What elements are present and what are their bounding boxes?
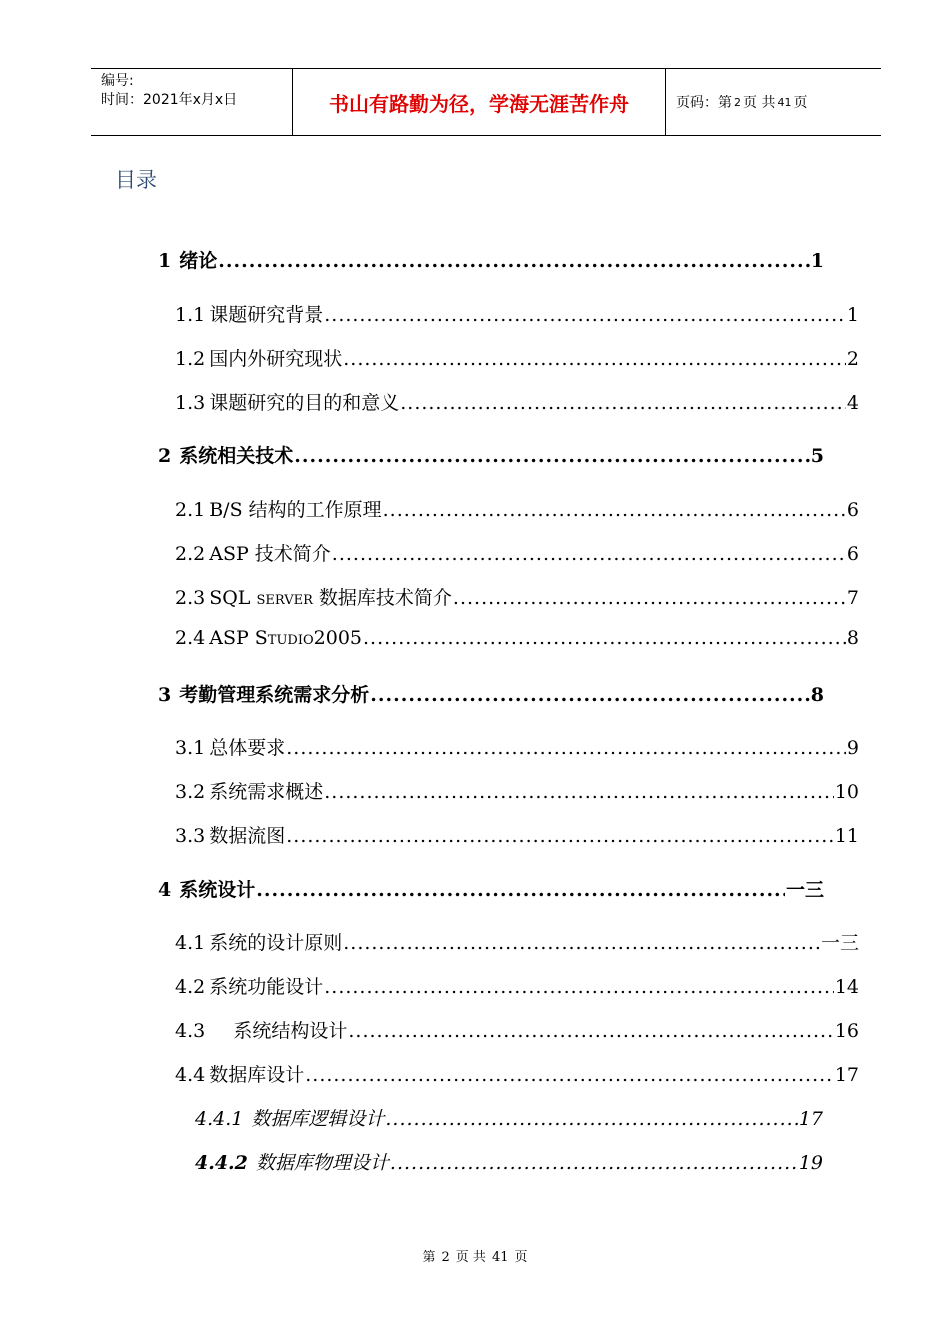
- toc-entry-2-2[interactable]: [175, 539, 859, 566]
- footer-prefix: 第: [422, 1250, 436, 1265]
- toc-entry-4-4-1[interactable]: [195, 1104, 823, 1131]
- toc-page: 17: [798, 1108, 823, 1130]
- toc-title-text: 系统的设计原则: [209, 932, 343, 954]
- toc-page: 9: [846, 737, 859, 759]
- header-page-suffix: 页: [793, 95, 808, 111]
- toc-leader: [324, 304, 846, 326]
- toc-num: 2: [158, 445, 172, 467]
- toc-num: 4.4.2: [195, 1152, 248, 1174]
- toc-num: 1: [158, 250, 172, 272]
- toc-leader: [390, 1152, 798, 1174]
- toc-leader: [383, 499, 846, 521]
- toc-title-text: 数据流图: [209, 825, 286, 847]
- toc-leader: [385, 1108, 797, 1130]
- toc-leader: [294, 445, 810, 467]
- toc-leader: [286, 825, 834, 847]
- toc-page: 11: [834, 825, 859, 847]
- toc-page: 8: [846, 627, 859, 649]
- toc-title-text: 系统结构设计: [209, 1020, 348, 1042]
- toc-page: 5: [810, 445, 824, 467]
- toc-num: 4.4.1: [195, 1108, 244, 1130]
- toc-num: 3.1: [175, 737, 206, 759]
- toc-entry-4-2[interactable]: [175, 972, 859, 999]
- toc-num: 2.2: [175, 543, 206, 565]
- header-date: 时间：2021年x月x日: [101, 92, 238, 108]
- toc-num: 4.1: [175, 932, 206, 954]
- toc-title-text: 系统相关技术: [179, 445, 294, 467]
- header-page-mid: 页 共: [743, 95, 776, 111]
- toc-entry-2-1[interactable]: [175, 495, 859, 522]
- toc-title-text: 系统需求概述: [209, 781, 324, 803]
- toc-leader: [332, 543, 846, 565]
- toc-entry-1-2[interactable]: [175, 344, 859, 371]
- toc-title-text: SQL server 数据库技术简介: [209, 587, 452, 609]
- toc-entry-3-2[interactable]: [175, 777, 859, 804]
- toc-num: 4.4: [175, 1064, 206, 1086]
- header-page-total: 41: [777, 95, 792, 109]
- toc-title-text: 绪论: [179, 250, 218, 272]
- toc-leader: [286, 737, 846, 759]
- toc-entry-4-4-2[interactable]: [195, 1148, 823, 1175]
- toc-num: 3: [158, 684, 172, 706]
- toc-num: 2.1: [175, 499, 206, 521]
- toc-entry-3-1[interactable]: [175, 733, 859, 760]
- toc-entry-2-4[interactable]: [175, 627, 859, 649]
- toc-title-text: 国内外研究现状: [209, 348, 343, 370]
- toc-title-text: ASP Studio2005: [209, 627, 362, 649]
- toc-num: 1.2: [175, 348, 206, 370]
- toc-page: 2: [846, 348, 859, 370]
- toc-leader: [218, 250, 810, 272]
- toc-title-text: 数据库设计: [209, 1064, 305, 1086]
- header-meta: [91, 69, 293, 135]
- toc-entry-2-3[interactable]: [175, 583, 859, 610]
- toc-title-text: 系统功能设计: [209, 976, 324, 998]
- header-serial: 编号:: [101, 73, 134, 89]
- toc-page: 一三: [785, 879, 824, 901]
- toc-num: 1.1: [175, 304, 206, 326]
- toc-num: 2.3: [175, 587, 206, 609]
- toc-leader: [256, 879, 785, 901]
- toc-title-text: 数据库物理设计: [255, 1152, 389, 1174]
- toc-num: 4.2: [175, 976, 206, 998]
- toc-entry-3-3[interactable]: [175, 821, 859, 848]
- page-footer: [0, 1246, 950, 1265]
- toc-entry-4[interactable]: [158, 875, 824, 902]
- page-header: [91, 68, 881, 136]
- toc-page: 19: [798, 1152, 823, 1174]
- toc-page: 6: [846, 499, 859, 521]
- toc-page: 8: [810, 684, 824, 706]
- header-page-info: [666, 69, 881, 135]
- header-motto: 书山有路勤为径，学海无涯苦作舟: [293, 69, 666, 135]
- toc-page: 1: [846, 304, 859, 326]
- toc-page: 17: [834, 1064, 859, 1086]
- toc-entry-4-4[interactable]: [175, 1060, 859, 1087]
- toc-num: 1.3: [175, 392, 206, 414]
- toc-title-text: 总体要求: [209, 737, 286, 759]
- toc-leader: [343, 348, 846, 370]
- toc-title-text: ASP 技术简介: [209, 543, 331, 565]
- toc-leader: [453, 587, 846, 609]
- toc-leader: [305, 1064, 834, 1086]
- toc-entry-3[interactable]: [158, 680, 824, 707]
- toc-entry-1[interactable]: [158, 246, 824, 273]
- toc-entry-1-3[interactable]: [175, 388, 859, 415]
- toc-page: 14: [834, 976, 859, 998]
- footer-mid: 页 共: [455, 1250, 486, 1265]
- toc-page: 4: [846, 392, 859, 414]
- toc-title-text: 考勤管理系统需求分析: [179, 684, 370, 706]
- toc-leader: [370, 684, 810, 706]
- toc-page: 一三: [820, 932, 859, 954]
- toc-title-text: B/S 结构的工作原理: [209, 499, 382, 521]
- toc-leader: [324, 976, 834, 998]
- toc-page: 6: [846, 543, 859, 565]
- footer-suffix: 页: [514, 1250, 528, 1265]
- toc-entry-1-1[interactable]: [175, 300, 859, 327]
- toc-entry-4-1[interactable]: [175, 928, 859, 955]
- toc-num: 2.4: [175, 627, 206, 649]
- toc-page: 10: [834, 781, 859, 803]
- toc-num: 4: [158, 879, 172, 901]
- header-page-label: 页码：第: [676, 95, 732, 111]
- toc-leader: [348, 1020, 833, 1042]
- toc-leader: [363, 627, 846, 649]
- toc-page: 1: [810, 250, 824, 272]
- toc-num: 3.3: [175, 825, 206, 847]
- toc-title-text: 数据库逻辑设计: [251, 1108, 385, 1130]
- toc-leader: [324, 781, 834, 803]
- toc-title: 目录: [115, 168, 157, 192]
- header-page-num: 2: [734, 95, 741, 109]
- toc-entry-4-3[interactable]: [175, 1016, 859, 1043]
- toc-page: 7: [846, 587, 859, 609]
- toc-entry-2[interactable]: [158, 441, 824, 468]
- toc-title-text: 系统设计: [179, 879, 256, 901]
- toc-title-text: 课题研究背景: [209, 304, 324, 326]
- footer-page: 2: [441, 1250, 450, 1265]
- toc-leader: [343, 932, 820, 954]
- toc-num: 4.3: [175, 1020, 206, 1042]
- toc-leader: [400, 392, 846, 414]
- footer-total: 41: [491, 1250, 509, 1265]
- toc-page: 16: [834, 1020, 859, 1042]
- toc-title-text: 课题研究的目的和意义: [209, 392, 400, 414]
- toc-num: 3.2: [175, 781, 206, 803]
